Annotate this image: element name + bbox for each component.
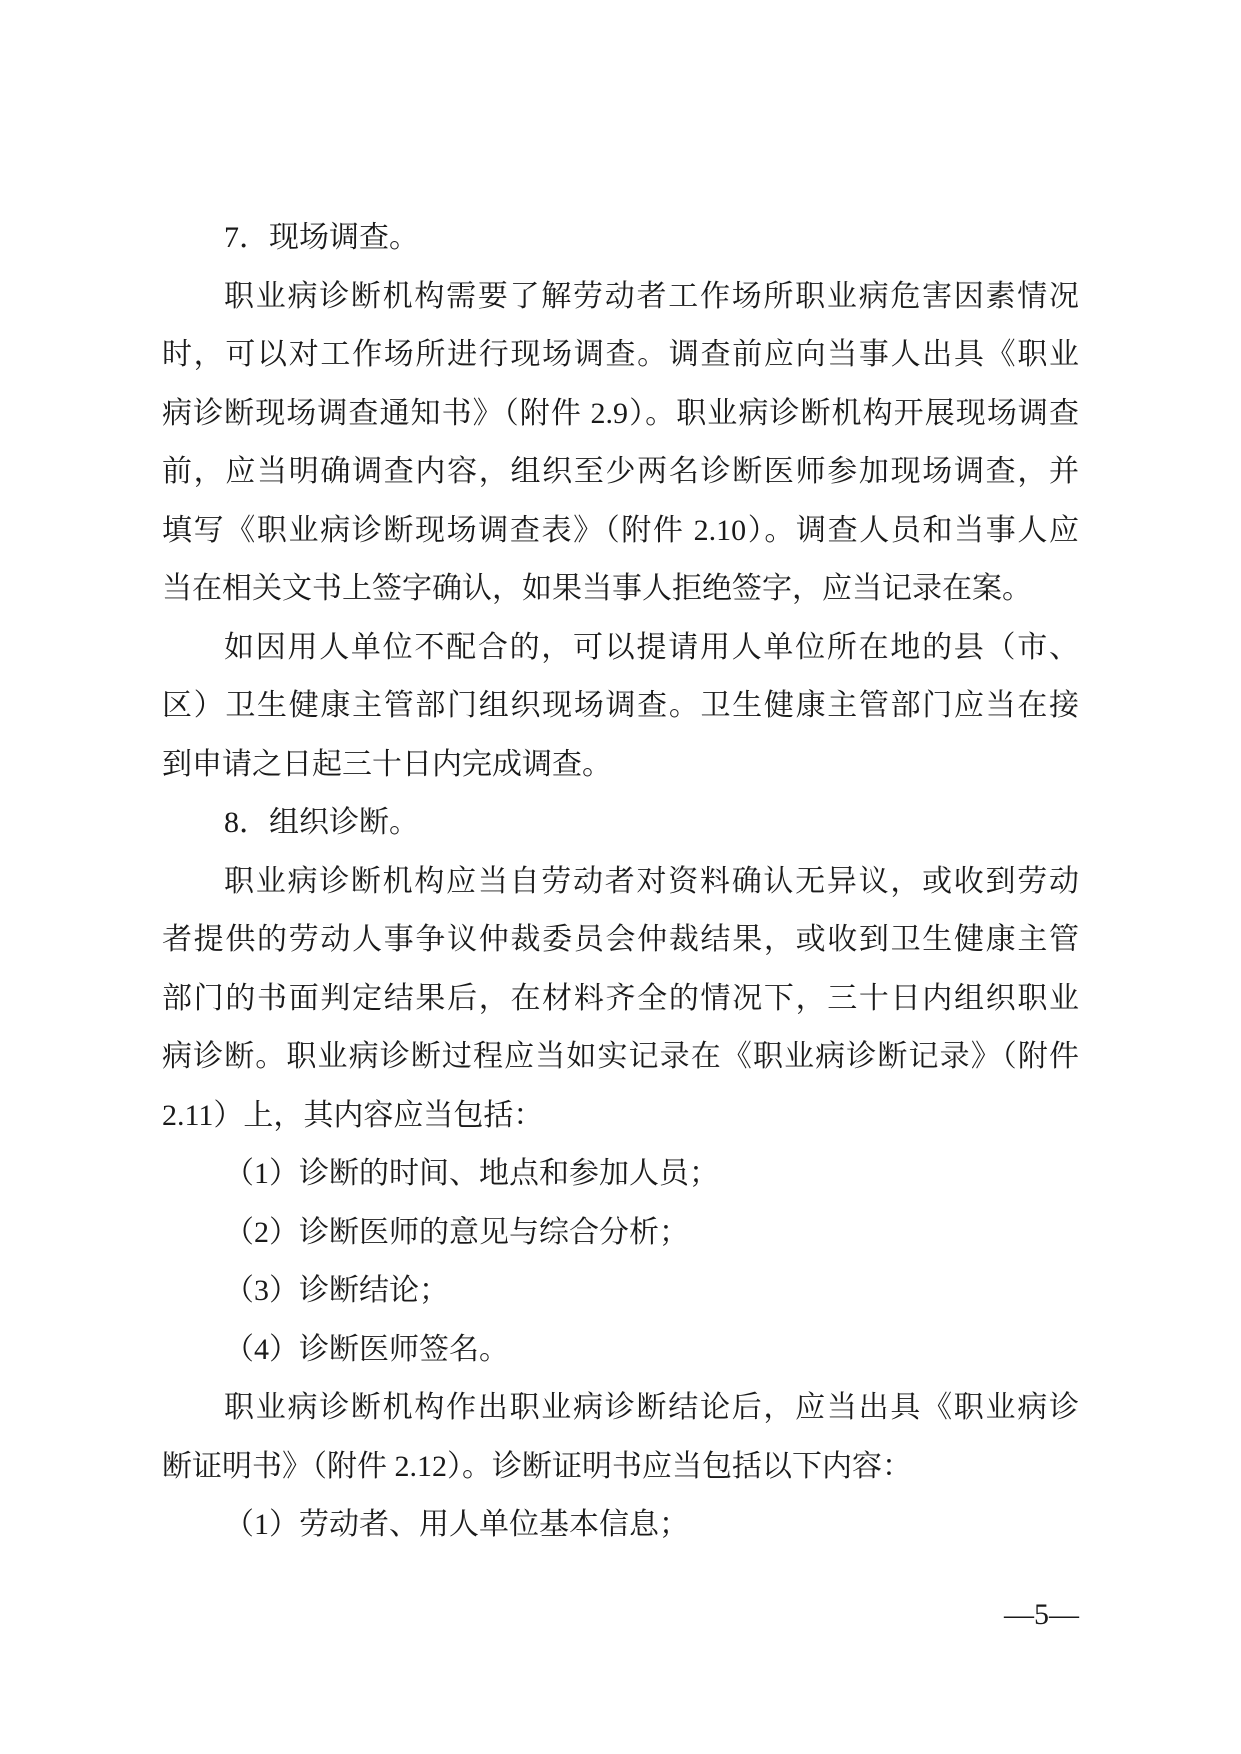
text-line: 区）卫生健康主管部门组织现场调查。卫生健康主管部门应当在接 [162, 689, 1079, 722]
page-number: —5— [1004, 1598, 1079, 1631]
paragraph [162, 853, 1079, 1146]
certificate-content-list [162, 1496, 1079, 1555]
text-line: 者提供的劳动人事争议仲裁委员会仲裁结果，或收到卫生健康主管 [162, 923, 1079, 956]
text-line: 职业病诊断机构应当自劳动者对资料确认无异议，或收到劳动 [224, 864, 1079, 898]
text-line: 职业病诊断机构作出职业病诊断结论后，应当出具《职业病诊 [224, 1391, 1079, 1424]
text-line: 填写《职业病诊断现场调查表》（附件 2.10）。调查人员和当事人应 [162, 513, 1079, 547]
text-line: 断证明书》（附件 2.12）。诊断证明书应当包括以下内容： [162, 1449, 912, 1483]
paragraph [162, 1379, 1079, 1496]
text-line: 2.11）上，其内容应当包括： [162, 1098, 544, 1132]
section-heading: 8．组织诊断。 [224, 806, 419, 839]
list-item: （1）诊断的时间、地点和参加人员； [224, 1157, 719, 1190]
text-line: 病诊断。职业病诊断过程应当如实记录在《职业病诊断记录》（附件 [162, 1040, 1079, 1073]
text-line: 时，可以对工作场所进行现场调查。调查前应向当事人出具《职业 [162, 338, 1079, 371]
paragraph [162, 268, 1079, 619]
text-line: 病诊断现场调查通知书》（附件 2.9）。职业病诊断机构开展现场调查 [162, 396, 1079, 430]
text-line: 如因用人单位不配合的，可以提请用人单位所在地的县（市、 [224, 630, 1079, 664]
list-item: （4）诊断医师签名。 [224, 1332, 509, 1366]
body-text [162, 209, 1079, 1555]
list-item: （1）劳动者、用人单位基本信息； [224, 1508, 689, 1541]
text-line: 当在相关文书上签字确认，如果当事人拒绝签字，应当记录在案。 [162, 572, 1032, 605]
paragraph [162, 619, 1079, 795]
text-line: 前，应当明确调查内容，组织至少两名诊断医师参加现场调查，并 [162, 455, 1079, 488]
text-line: 部门的书面判定结果后，在材料齐全的情况下，三十日内组织职业 [162, 981, 1079, 1015]
section-heading: 7．现场调查。 [224, 221, 419, 254]
text-line: 职业病诊断机构需要了解劳动者工作场所职业病危害因素情况 [224, 279, 1079, 313]
record-content-list [162, 1145, 1079, 1379]
text-line: 到申请之日起三十日内完成调查。 [162, 747, 612, 781]
list-item: （2）诊断医师的意见与综合分析； [224, 1215, 689, 1249]
list-item: （3）诊断结论； [224, 1274, 449, 1307]
